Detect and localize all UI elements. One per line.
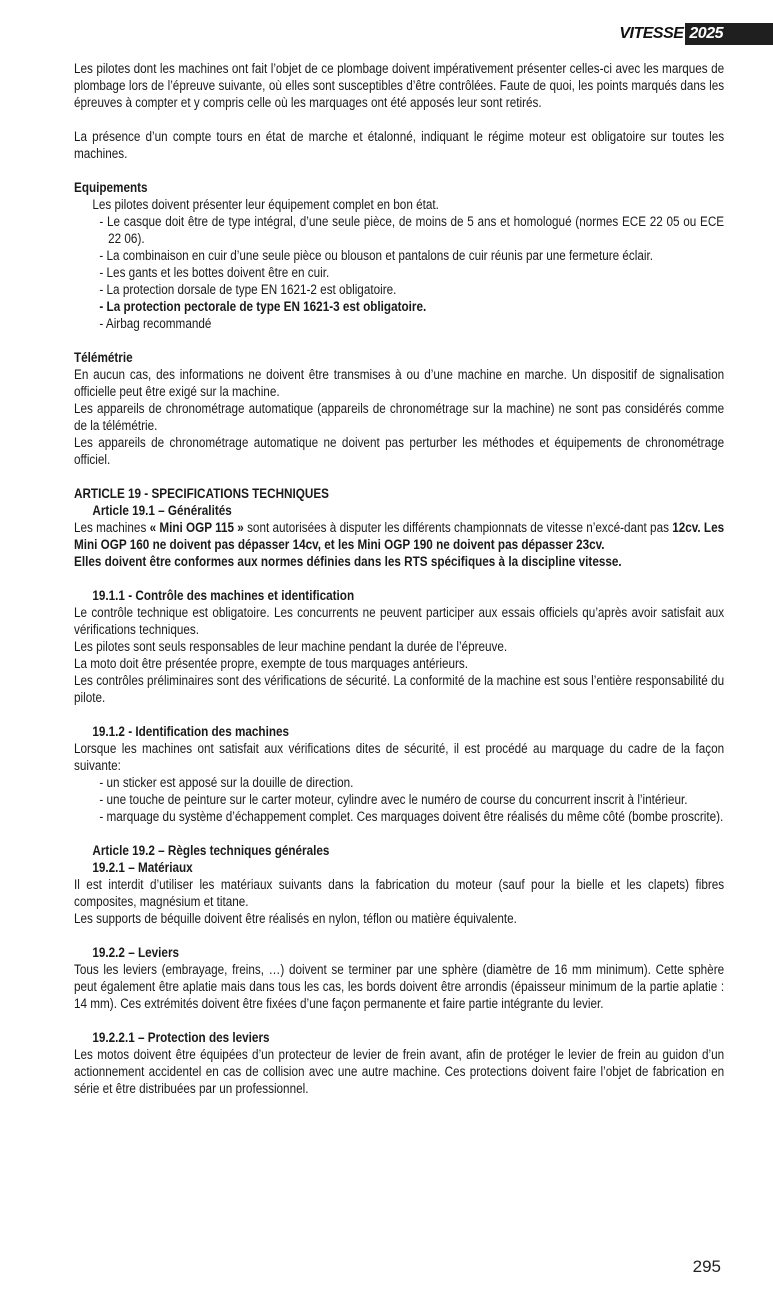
equipements-item: - La combinaison en cuir d’une seule pièce ou blouson et pantalons de cuir réunis par une fermeture éclair. bbox=[99, 248, 654, 263]
equipements-item: - La protection dorsale de type EN 1621-2 est obligatoire. bbox=[99, 282, 397, 297]
article-19-heading: ARTICLE 19 - SPECIFICATIONS TECHNIQUES bbox=[74, 486, 329, 501]
intro-paragraph-2: La présence d’un compte tours en état de marche et étalonné, indiquant le régime moteur est obligatoire sur toutes les machines. bbox=[74, 129, 725, 161]
section-19-1-1-paragraph: Les contrôles préliminaires sont des vérifications de sécurité. La conformité de la machine est sous l’entière responsabilité du pilote. bbox=[74, 673, 725, 705]
section-19-2-1-heading: 19.2.1 – Matériaux bbox=[92, 860, 193, 875]
equipements-heading: Equipements bbox=[74, 180, 148, 195]
article-19-1-paragraph-2: Elles doivent être conformes aux normes définies dans les RTS spécifiques à la discipline vitesse. bbox=[74, 554, 622, 569]
equipements-item: - Airbag recommandé bbox=[99, 316, 212, 331]
section-19-2-1-paragraph: Les supports de béquille doivent être réalisés en nylon, téflon ou matière équivalente. bbox=[74, 911, 517, 926]
section-year: 2025 bbox=[685, 23, 773, 45]
section-19-1-2-item: - un sticker est apposé sur la douille de direction. bbox=[99, 775, 354, 790]
section-19-1-2-paragraph: Lorsque les machines ont satisfait aux vérifications dites de sécurité, il est procédé au marquage du cadre de la façon suivante: bbox=[74, 741, 725, 773]
section-title: VITESSE bbox=[619, 25, 684, 42]
page-number: 295 bbox=[692, 1257, 721, 1276]
section-19-1-1-paragraph: Le contrôle technique est obligatoire. Les concurrents ne peuvent participer aux essais officiels qu’après avoir satisfait aux vérifications techniques. bbox=[74, 605, 725, 637]
article-19-1-paragraph-1: Les machines « Mini OGP 115 » sont autorisées à disputer les différents championnats de vitesse n’excé-dant pas 12cv. Les Mini OGP 160 ne doivent pas dépasser 14cv, et les Mini OGP 190 ne doivent pas dépasser 23cv. bbox=[74, 520, 725, 552]
telemetrie-paragraph-1: En aucun cas, des informations ne doivent être transmises à ou d’une machine en marche. Un dispositif de signalisation officielle peut être exigé sur la machine. bbox=[74, 367, 725, 399]
telemetrie-heading: Télémétrie bbox=[74, 350, 133, 365]
section-19-1-1-paragraph: Les pilotes sont seuls responsables de leur machine pendant la durée de l’épreuve. bbox=[74, 639, 508, 654]
telemetrie-paragraph-2: Les appareils de chronométrage automatique (appareils de chronométrage sur la machine) ne sont pas considérés comme de la télémétrie. bbox=[74, 401, 725, 433]
section-19-2-2-heading: 19.2.2 – Leviers bbox=[92, 945, 180, 960]
section-19-2-2-1-paragraph: Les motos doivent être équipées d’un protecteur de levier de frein avant, afin de protéger le levier de frein au guidon d’un actionnement accidentel en cas de collision avec une autre machine. Ces protections doivent faire l’objet de fabrication en série et être distribuées par un professionnel. bbox=[74, 1047, 725, 1096]
article-19-1-heading: Article 19.1 – Généralités bbox=[92, 503, 232, 518]
equipements-item: - Le casque doit être de type intégral, d’une seule pièce, de moins de 5 ans et homologué (normes ECE 22 05 ou ECE 22 06). bbox=[99, 214, 725, 246]
equipements-item: - La protection pectorale de type EN 1621-3 est obligatoire. bbox=[99, 299, 427, 314]
section-19-1-1-paragraph: La moto doit être présentée propre, exempte de tous marquages antérieurs. bbox=[74, 656, 469, 671]
intro-paragraph-1: Les pilotes dont les machines ont fait l’objet de ce plombage doivent impérativement présenter celles-ci avec les marques de plombage lors de l’épreuve suivante, où elles sont susceptibles d’être contrôlées. Faute de quoi, les points marqués dans les épreuves à compter et y compris celle où les marquages ont été apposés leur sont retirés. bbox=[74, 61, 725, 110]
section-19-1-2-heading: 19.1.2 - Identification des machines bbox=[92, 724, 290, 739]
section-19-2-2-1-heading: 19.2.2.1 – Protection des leviers bbox=[92, 1030, 270, 1045]
document-body bbox=[74, 60, 724, 1097]
section-19-1-2-item: - une touche de peinture sur le carter moteur, cylindre avec le numéro de course du concurrent inscrit à l’intérieur. bbox=[99, 792, 688, 807]
section-19-1-1-heading: 19.1.1 - Contrôle des machines et identification bbox=[92, 588, 355, 603]
telemetrie-paragraph-3: Les appareils de chronométrage automatique ne doivent pas perturber les méthodes et équipements de chronométrage officiel. bbox=[74, 435, 725, 467]
section-19-2-2-paragraph: Tous les leviers (embrayage, freins, …) doivent se terminer par une sphère (diamètre de 16 mm minimum). Cette sphère peut également être aplatie mais dans tous les cas, les bords doivent être arrondis (épaisseur minimum de la partie aplatie : 14 mm). Ces extrémités doivent être fixées d’une façon permanente et faire partie intégrante du levier. bbox=[74, 962, 725, 1011]
section-header-tab bbox=[619, 23, 773, 45]
section-19-2-1-paragraph: Il est interdit d’utiliser les matériaux suivants dans la fabrication du moteur (sauf pour la bielle et les clapets) fibres composites, magnésium et titane. bbox=[74, 877, 725, 909]
equipements-item: - Les gants et les bottes doivent être en cuir. bbox=[99, 265, 330, 280]
article-19-2-heading: Article 19.2 – Règles techniques générales bbox=[92, 843, 330, 858]
section-19-1-2-item: - marquage du système d’échappement complet. Ces marquages doivent être réalisés du même côté (bombe proscrite). bbox=[99, 809, 724, 824]
equipements-lead: Les pilotes doivent présenter leur équipement complet en bon état. bbox=[92, 197, 439, 212]
